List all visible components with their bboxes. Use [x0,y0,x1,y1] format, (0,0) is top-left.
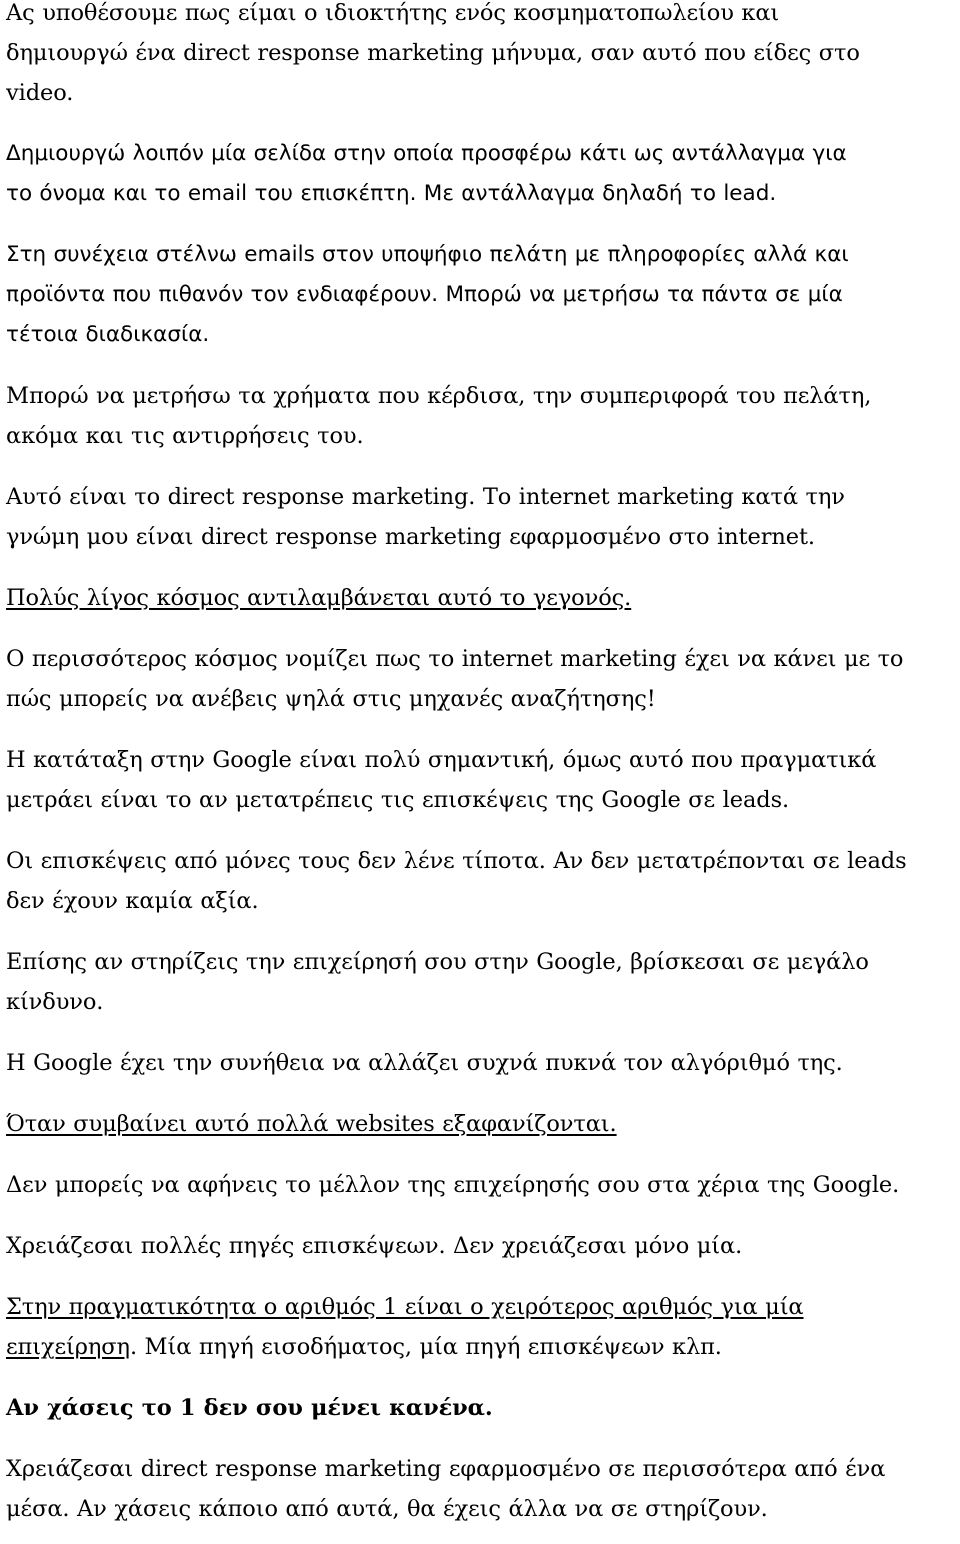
text-line: Μπορώ να μετρήσω τα χρήματα που κέρδισα, την συμπεριφορά του πελάτη, [6,383,872,409]
paragraph-measure [6,376,952,456]
paragraph-direct-response [6,477,952,557]
text-line: . Μία πηγή εισοδήματος, μία πηγή επισκέψεων κλπ. [129,1334,722,1360]
underlined-text: Πολύς λίγος κόσμος αντιλαμβάνεται αυτό το γεγονός. [6,585,632,611]
text-line: Χρειάζεσαι πολλές πηγές επισκέψεων. Δεν χρειάζεσαι μόνο μία. [6,1233,743,1259]
text-line: Ο περισσότερος κόσμος νομίζει πως το internet marketing έχει να κάνει με το [6,646,904,672]
text-line: Η κατάταξη στην Google είναι πολύ σημαντική, όμως αυτό που πραγματικά [6,747,877,773]
text-line: Η Google έχει την συνήθεια να αλλάζει συχνά πυκνά τον αλγόριθμό της. [6,1050,843,1076]
paragraph-jewelry-example [6,0,952,113]
paragraph-emails [6,235,952,355]
text-line: τέτοια διαδικασία. [6,322,210,347]
text-line: Δημιουργώ λοιπόν μία σελίδα στην οποία προσφέρω κάτι ως αντάλλαγμα για [6,141,847,166]
text-line: Δεν μπορείς να αφήνεις το μέλλον της επιχείρησής σου στα χέρια της Google. [6,1172,900,1198]
paragraph-websites-disappear [6,1104,952,1144]
underlined-text: Όταν συμβαίνει αυτό πολλά websites εξαφανίζονται. [6,1111,617,1137]
bold-text: Αν χάσεις το 1 δεν σου μένει κανένα. [6,1395,493,1421]
text-line: ακόμα και τις αντιρρήσεις του. [6,423,364,449]
text-line: Οι επισκέψεις από μόνες τους δεν λένε τίποτα. Αν δεν μετατρέπονται σε leads [6,848,907,874]
paragraph-many-sources [6,1226,952,1266]
text-line: video. [6,80,74,106]
underlined-text: επιχείρηση [6,1334,130,1360]
text-line: το όνομα και το email του επισκέπτη. Με αντάλλαγμα δηλαδή το lead. [6,181,777,206]
text-line: προϊόντα που πιθανόν τον ενδιαφέρουν. Μπορώ να μετρήσω τα πάντα σε μία [6,282,843,307]
paragraph-algorithm [6,1043,952,1083]
paragraph-visits [6,841,952,921]
text-line: Αυτό είναι το direct response marketing. Το internet marketing κατά την [6,484,845,510]
text-line: δεν έχουν καμία αξία. [6,888,259,914]
text-line: πώς μπορείς να ανέβεις ψηλά στις μηχανές αναζήτησης! [6,686,656,712]
text-line: Ας υποθέσουμε πως είμαι ο ιδιοκτήτης ενός κοσμηματοπωλείου και [6,0,780,26]
text-line: δημιουργώ ένα direct response marketing μήνυμα, σαν αυτό που είδες στο [6,40,860,66]
paragraph-lose-one [6,1388,952,1428]
text-line: μετράει είναι το αν μετατρέπεις τις επισκέψεις της Google σε leads. [6,787,790,813]
text-line: γνώμη μου είναι direct response marketing εφαρμοσμένο στο internet. [6,524,815,550]
text-line: Χρειάζεσαι direct response marketing εφαρμοσμένο σε περισσότερα από ένα [6,1456,886,1482]
paragraph-future [6,1165,952,1205]
paragraph-multiple-media [6,1449,952,1529]
underlined-text: Στην πραγματικότητα ο αριθμός 1 είναι ο χειρότερος αριθμός για μία [6,1294,804,1320]
text-line: Επίσης αν στηρίζεις την επιχείρησή σου στην Google, βρίσκεσαι σε μεγάλο [6,949,869,975]
paragraph-search-engines [6,639,952,719]
paragraph-number-one [6,1287,952,1367]
paragraph-risk [6,942,952,1022]
text-line: Στη συνέχεια στέλνω emails στον υποψήφιο πελάτη με πληροφορίες αλλά και [6,242,849,267]
paragraph-few-people [6,578,952,618]
paragraph-google-ranking [6,740,952,820]
text-line: κίνδυνο. [6,989,104,1015]
paragraph-landing-page [6,134,952,214]
text-line: μέσα. Αν χάσεις κάποιο από αυτά, θα έχεις άλλα να σε στηρίζουν. [6,1496,768,1522]
